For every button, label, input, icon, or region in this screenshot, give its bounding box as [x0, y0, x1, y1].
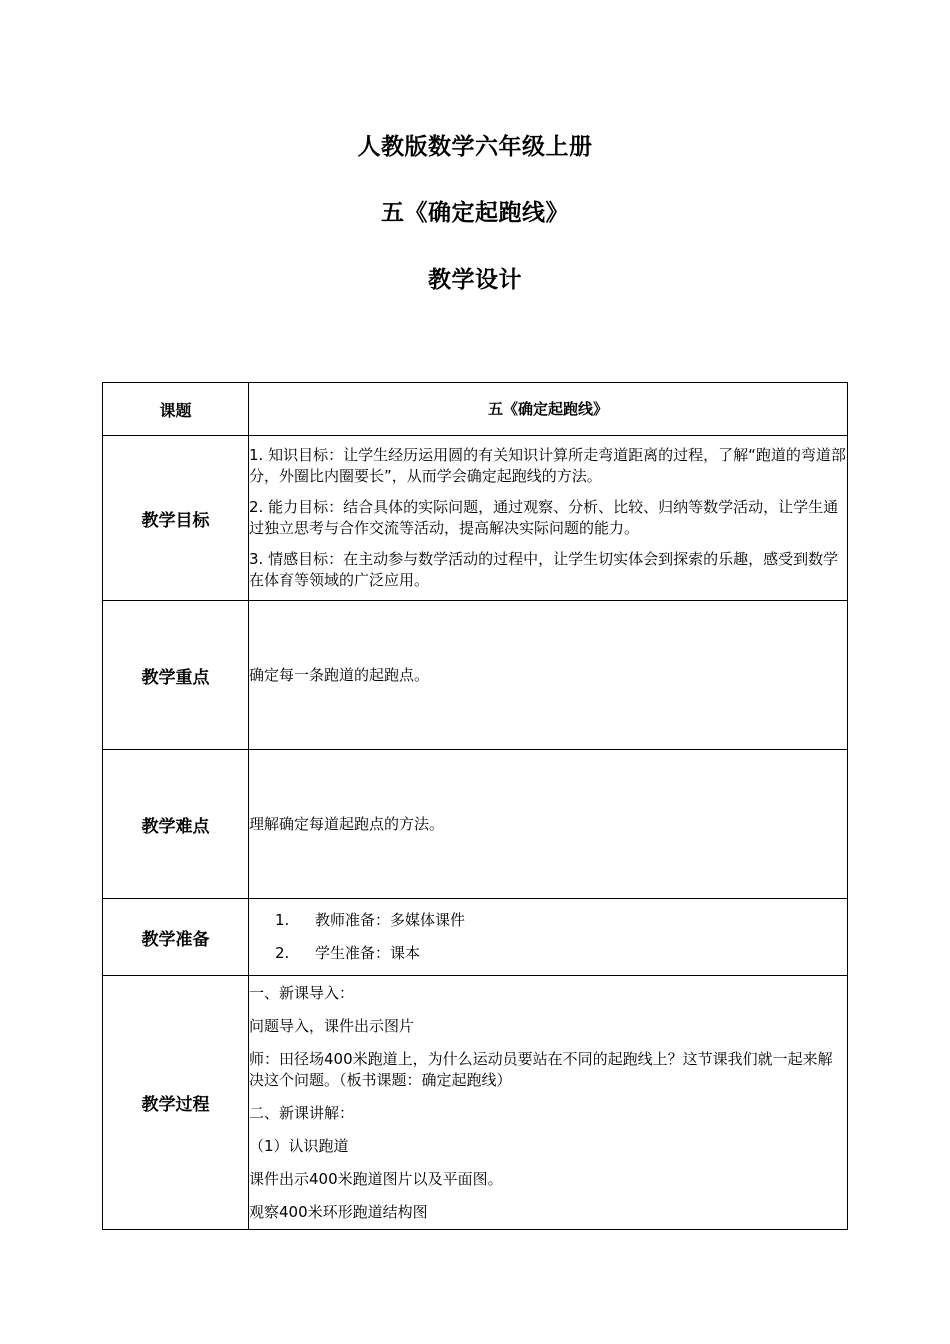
list-text: 学生准备：课本: [315, 944, 421, 962]
difficulty-value: 理解确定每道起跑点的方法。: [249, 750, 848, 899]
topic-value: 五《确定起跑线》: [249, 383, 848, 436]
table-row-objectives: [103, 436, 848, 601]
preparation-content: [249, 899, 848, 976]
objective-emotion: 3. 情感目标：在主动参与数学活动的过程中，让学生切实体会到探索的乐趣，感受到数学在体育等领域的广泛应用。: [249, 550, 839, 589]
list-item: [249, 943, 847, 964]
table-row-process: [103, 976, 848, 1230]
document-title: 人教版数学六年级上册: [357, 134, 593, 160]
objective-knowledge: 1. 知识目标：让学生经历运用圆的有关知识计算所走弯道距离的过程，了解“跑道的弯道部分，外圈比内圈要长”，从而学会确定起跑线的方法。: [249, 446, 846, 485]
table-row-key-point: [103, 601, 848, 750]
design-subtitle: 教学设计: [428, 267, 522, 293]
process-line: 观察400米环形跑道结构图: [249, 1202, 428, 1221]
process-label: 教学过程: [103, 976, 249, 1230]
process-line: 一、新课导入：: [249, 983, 355, 1002]
difficulty-label: 教学难点: [103, 750, 249, 899]
list-text: 教师准备：多媒体课件: [315, 911, 466, 929]
process-content: [249, 976, 848, 1230]
key-point-value: 确定每一条跑道的起跑点。: [249, 601, 848, 750]
process-line: 二、新课讲解：: [249, 1103, 355, 1122]
table-row-topic: [103, 383, 848, 436]
lesson-plan-table: [102, 382, 848, 1230]
objectives-content: [249, 436, 848, 601]
objective-ability: 2. 能力目标：结合具体的实际问题，通过观察、分析、比较、归纳等数学活动，让学生通过独立思考与合作交流等活动，提高解决实际问题的能力。: [249, 498, 839, 537]
topic-label: 课题: [103, 383, 249, 436]
list-item: [249, 910, 847, 931]
table-row-difficulty: [103, 750, 848, 899]
list-number: 2.: [275, 944, 290, 962]
list-number: 1.: [275, 911, 290, 929]
objectives-label: 教学目标: [103, 436, 249, 601]
process-line: 课件出示400米跑道图片以及平面图。: [249, 1169, 503, 1188]
key-point-label: 教学重点: [103, 601, 249, 750]
process-line: 师：田径场400米跑道上，为什么运动员要站在不同的起跑线上？这节课我们就一起来解决这个问题。（板书课题：确定起跑线）: [249, 1049, 833, 1089]
lesson-title: 五《确定起跑线》: [381, 200, 569, 226]
table-row-preparation: [103, 899, 848, 976]
process-line: 问题导入，课件出示图片: [249, 1016, 415, 1035]
process-line: （1）认识跑道: [249, 1136, 349, 1155]
preparation-label: 教学准备: [103, 899, 249, 976]
